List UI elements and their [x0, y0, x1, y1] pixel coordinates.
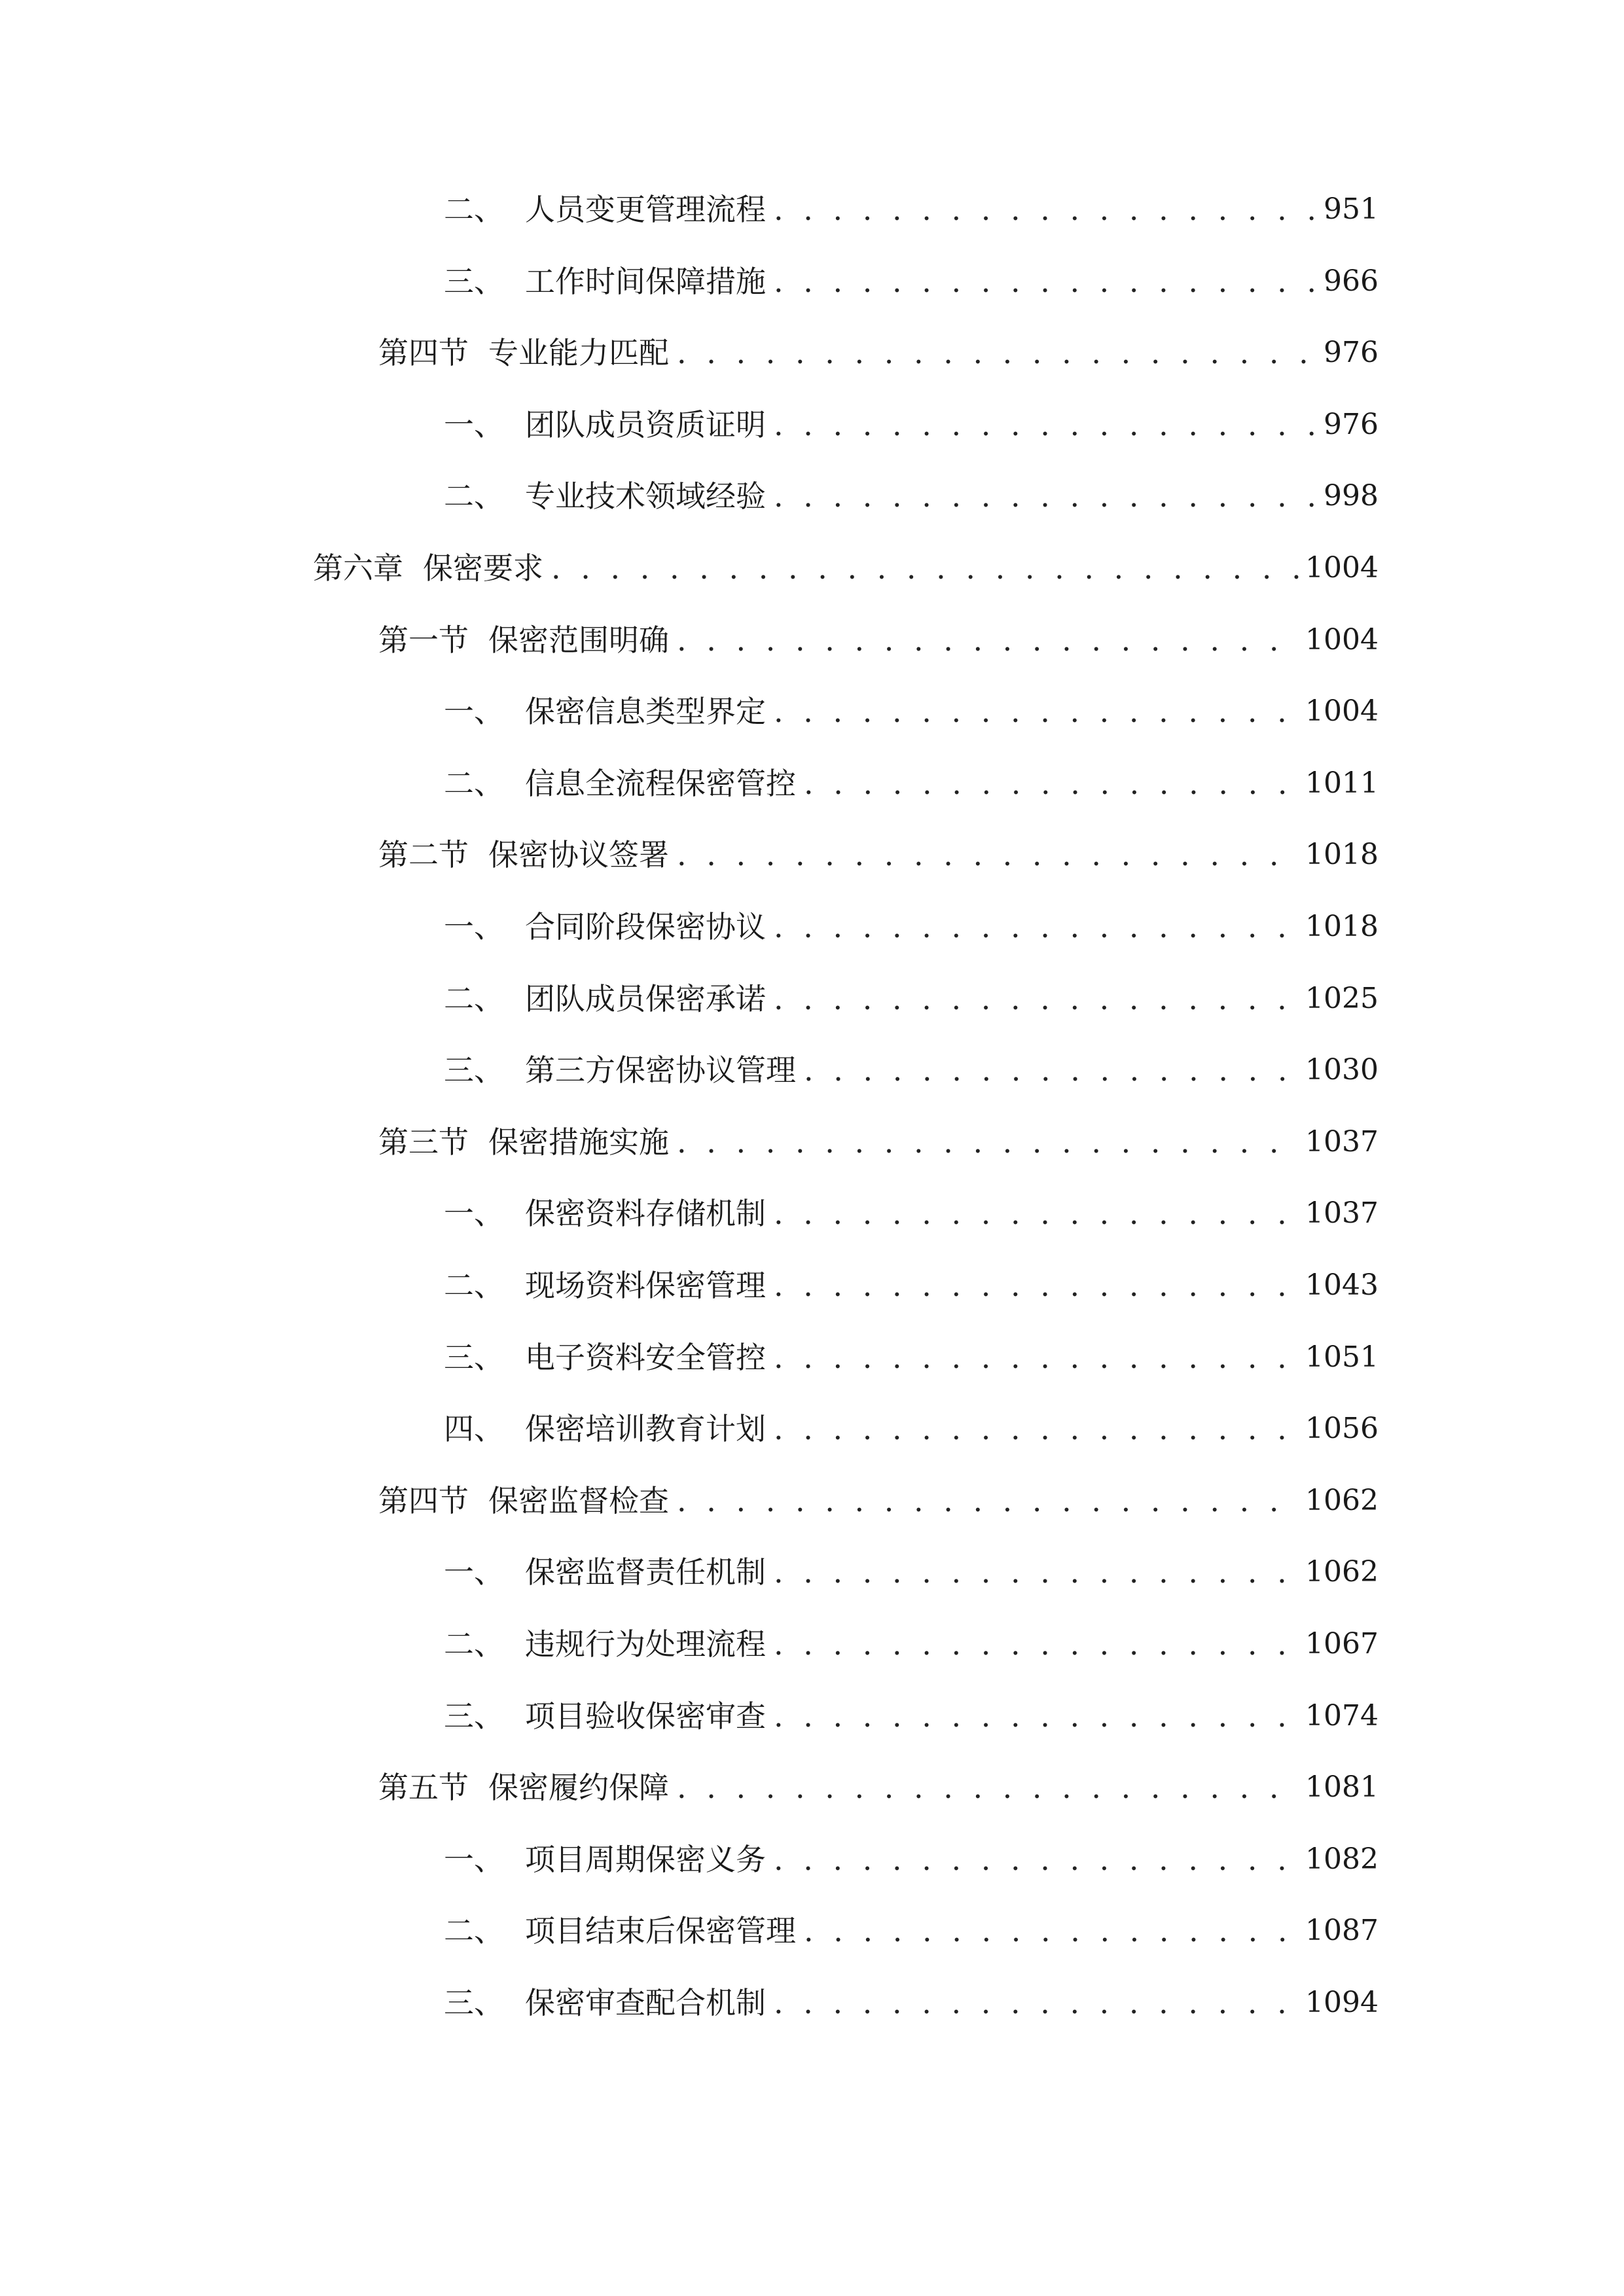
entry-number: 三、: [444, 1052, 504, 1088]
toc-entry[interactable]: [444, 1898, 1379, 1950]
toc-entry[interactable]: [378, 822, 1379, 874]
entry-page-number: 998: [1324, 479, 1379, 512]
entry-number: 第二节: [378, 837, 469, 872]
toc-entry[interactable]: [444, 894, 1379, 946]
dot-leader: [551, 548, 1299, 588]
dot-leader: [774, 1409, 1299, 1448]
entry-title: 第三方保密协议管理: [525, 1052, 796, 1088]
entry-page-number: 1030: [1305, 1053, 1379, 1086]
dot-leader: [774, 1840, 1299, 1879]
entry-number: 二、: [444, 981, 504, 1016]
entry-page-number: 1051: [1305, 1340, 1379, 1374]
entry-page-number: 1011: [1305, 766, 1379, 800]
entry-page-number: 1081: [1305, 1770, 1379, 1804]
entry-title: 合同阶段保密协议: [525, 909, 766, 944]
toc-entry[interactable]: [444, 1396, 1379, 1448]
entry-page-number: 1004: [1305, 694, 1379, 728]
toc-entry[interactable]: [444, 966, 1379, 1018]
dot-leader: [804, 764, 1299, 803]
entry-title: 保密措施实施: [488, 1124, 669, 1160]
dot-leader: [677, 1768, 1299, 1807]
entry-page-number: 1043: [1305, 1268, 1379, 1302]
entry-title: 保密监督责任机制: [525, 1554, 766, 1590]
dot-leader: [677, 620, 1299, 660]
toc-entry[interactable]: [313, 535, 1379, 588]
entry-title: 违规行为处理流程: [525, 1626, 766, 1662]
entry-number: 二、: [444, 1626, 504, 1662]
toc-entry[interactable]: [444, 751, 1379, 803]
entry-title: 专业技术领域经验: [525, 478, 766, 514]
entry-page-number: 951: [1324, 192, 1379, 226]
entry-title: 项目结束后保密管理: [525, 1913, 796, 1948]
toc-entry[interactable]: [444, 679, 1379, 731]
toc-entry[interactable]: [444, 1181, 1379, 1233]
entry-number: 三、: [444, 1985, 504, 2020]
entry-page-number: 1094: [1305, 1986, 1379, 2019]
entry-number: 一、: [444, 1554, 504, 1590]
dot-leader: [677, 333, 1317, 372]
toc-entry[interactable]: [444, 249, 1379, 301]
entry-number: 二、: [444, 1268, 504, 1303]
entry-number: 一、: [444, 694, 504, 729]
entry-number: 第五节: [378, 1770, 469, 1805]
entry-title: 保密履约保障: [488, 1770, 669, 1805]
toc-entry[interactable]: [444, 392, 1379, 444]
dot-leader: [774, 979, 1299, 1018]
entry-page-number: 1062: [1305, 1484, 1379, 1517]
entry-page-number: 966: [1324, 264, 1379, 298]
entry-number: 一、: [444, 407, 504, 442]
entry-page-number: 1004: [1305, 623, 1379, 656]
dot-leader: [774, 1194, 1299, 1233]
dot-leader: [677, 835, 1299, 874]
entry-number: 一、: [444, 1842, 504, 1877]
entry-title: 保密协议签署: [488, 837, 669, 872]
entry-title: 项目周期保密义务: [525, 1842, 766, 1877]
dot-leader: [774, 692, 1299, 731]
entry-number: 三、: [444, 1698, 504, 1734]
dot-leader: [774, 1266, 1299, 1305]
entry-number: 第一节: [378, 622, 469, 658]
dot-leader: [774, 1624, 1299, 1664]
dot-leader: [804, 1050, 1299, 1090]
toc-entry[interactable]: [444, 463, 1379, 516]
toc-entry[interactable]: [378, 320, 1379, 372]
entry-title: 保密监督检查: [488, 1483, 669, 1518]
toc-entry[interactable]: [444, 1037, 1379, 1090]
entry-page-number: 1062: [1305, 1555, 1379, 1588]
dot-leader: [804, 1911, 1299, 1950]
entry-title: 工作时间保障措施: [525, 264, 766, 299]
entry-title: 人员变更管理流程: [525, 192, 766, 227]
entry-page-number: 1004: [1305, 551, 1379, 584]
entry-title: 保密审查配合机制: [525, 1985, 766, 2020]
entry-number: 第六章: [313, 550, 403, 586]
entry-title: 团队成员资质证明: [525, 407, 766, 442]
entry-title: 电子资料安全管控: [525, 1340, 766, 1375]
toc-entry[interactable]: [378, 1109, 1379, 1162]
dot-leader: [677, 1122, 1299, 1162]
entry-title: 信息全流程保密管控: [525, 766, 796, 801]
dot-leader: [774, 405, 1317, 444]
entry-number: 二、: [444, 192, 504, 227]
entry-page-number: 1074: [1305, 1699, 1379, 1732]
dot-leader: [774, 1983, 1299, 2022]
toc-entry[interactable]: [444, 1683, 1379, 1736]
entry-number: 第四节: [378, 335, 469, 370]
entry-page-number: 976: [1324, 336, 1379, 369]
entry-number: 三、: [444, 1340, 504, 1375]
entry-title: 现场资料保密管理: [525, 1268, 766, 1303]
toc-entry[interactable]: [378, 1468, 1379, 1520]
entry-title: 专业能力匹配: [488, 335, 669, 370]
entry-number: 一、: [444, 909, 504, 944]
dot-leader: [677, 1481, 1299, 1520]
entry-page-number: 1082: [1305, 1842, 1379, 1876]
entry-title: 保密培训教育计划: [525, 1411, 766, 1446]
entry-title: 保密要求: [423, 550, 543, 586]
entry-number: 第四节: [378, 1483, 469, 1518]
entry-page-number: 1037: [1305, 1125, 1379, 1158]
entry-number: 三、: [444, 264, 504, 299]
dot-leader: [774, 476, 1317, 516]
entry-title: 团队成员保密承诺: [525, 981, 766, 1016]
dot-leader: [774, 190, 1317, 229]
entry-page-number: 976: [1324, 408, 1379, 441]
toc-entry[interactable]: [444, 1539, 1379, 1592]
entry-page-number: 1018: [1305, 838, 1379, 871]
entry-number: 一、: [444, 1196, 504, 1231]
entry-number: 二、: [444, 1913, 504, 1948]
toc-entry[interactable]: [444, 1253, 1379, 1305]
dot-leader: [774, 1696, 1299, 1736]
toc-entry[interactable]: [444, 1325, 1379, 1377]
entry-title: 保密范围明确: [488, 622, 669, 658]
entry-number: 二、: [444, 478, 504, 514]
entry-page-number: 1067: [1305, 1627, 1379, 1660]
toc-entry[interactable]: [378, 1755, 1379, 1807]
dot-leader: [774, 907, 1299, 946]
toc-entry[interactable]: [444, 1827, 1379, 1879]
toc-entry[interactable]: [444, 1970, 1379, 2022]
entry-page-number: 1056: [1305, 1412, 1379, 1445]
entry-title: 项目验收保密审查: [525, 1698, 766, 1734]
dot-leader: [774, 1338, 1299, 1377]
dot-leader: [774, 1552, 1299, 1592]
dot-leader: [774, 262, 1317, 301]
toc-entry[interactable]: [444, 177, 1379, 229]
entry-page-number: 1025: [1305, 982, 1379, 1015]
entry-number: 二、: [444, 766, 504, 801]
entry-page-number: 1037: [1305, 1196, 1379, 1230]
toc-entry[interactable]: [444, 1611, 1379, 1664]
toc-entry[interactable]: [378, 607, 1379, 660]
entry-title: 保密资料存储机制: [525, 1196, 766, 1231]
entry-number: 第三节: [378, 1124, 469, 1160]
entry-number: 四、: [444, 1411, 504, 1446]
entry-page-number: 1018: [1305, 910, 1379, 943]
entry-title: 保密信息类型界定: [525, 694, 766, 729]
entry-page-number: 1087: [1305, 1914, 1379, 1947]
